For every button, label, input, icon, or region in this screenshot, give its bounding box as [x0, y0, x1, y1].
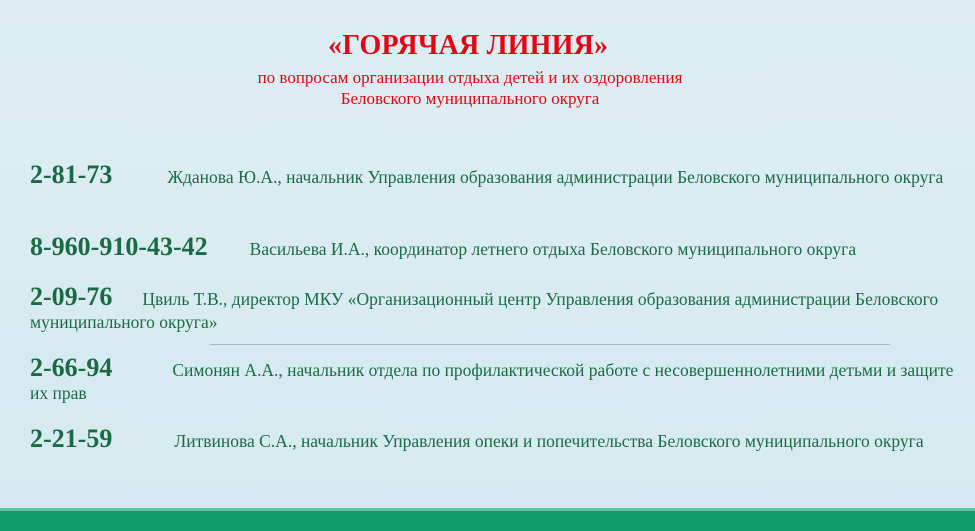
subtitle-line-2: Беловского муниципального округа	[340, 89, 600, 108]
contact-entry	[30, 232, 955, 261]
contact-description: Симонян А.А., начальник отдела по профилактической работе с несовершеннолетними детьми и защите их прав	[30, 360, 954, 403]
contact-description: Васильева И.А., координатор летнего отдыха Беловского муниципального округа	[249, 239, 857, 259]
footer-stripe-dark	[0, 511, 975, 531]
contact-phone: 2-81-73	[30, 160, 113, 189]
contact-description: Литвинова С.А., начальник Управления опеки и попечительства Беловского муниципального округа	[174, 431, 924, 451]
contact-description: Цвиль Т.В., директор МКУ «Организационный центр Управления образования администрации Беловского муниципального округа»	[30, 289, 939, 332]
contact-entry	[30, 424, 955, 453]
contact-phone: 8-960-910-43-42	[30, 232, 208, 261]
contact-phone: 2-21-59	[30, 424, 113, 453]
contact-entry	[30, 353, 955, 405]
subtitle-line-1: по вопросам организации отдыха детей и их оздоровления	[257, 68, 683, 87]
divider-line	[210, 344, 890, 345]
contact-phone: 2-09-76	[30, 282, 113, 311]
contact-entry	[30, 160, 955, 189]
contact-phone: 2-66-94	[30, 353, 113, 382]
contact-description: Жданова Ю.А., начальник Управления образования администрации Беловского муниципального округа	[167, 167, 944, 187]
hotline-title: «ГОРЯЧАЯ ЛИНИЯ»	[328, 30, 609, 61]
contact-entry	[30, 282, 955, 334]
hotline-subtitle	[0, 67, 940, 109]
